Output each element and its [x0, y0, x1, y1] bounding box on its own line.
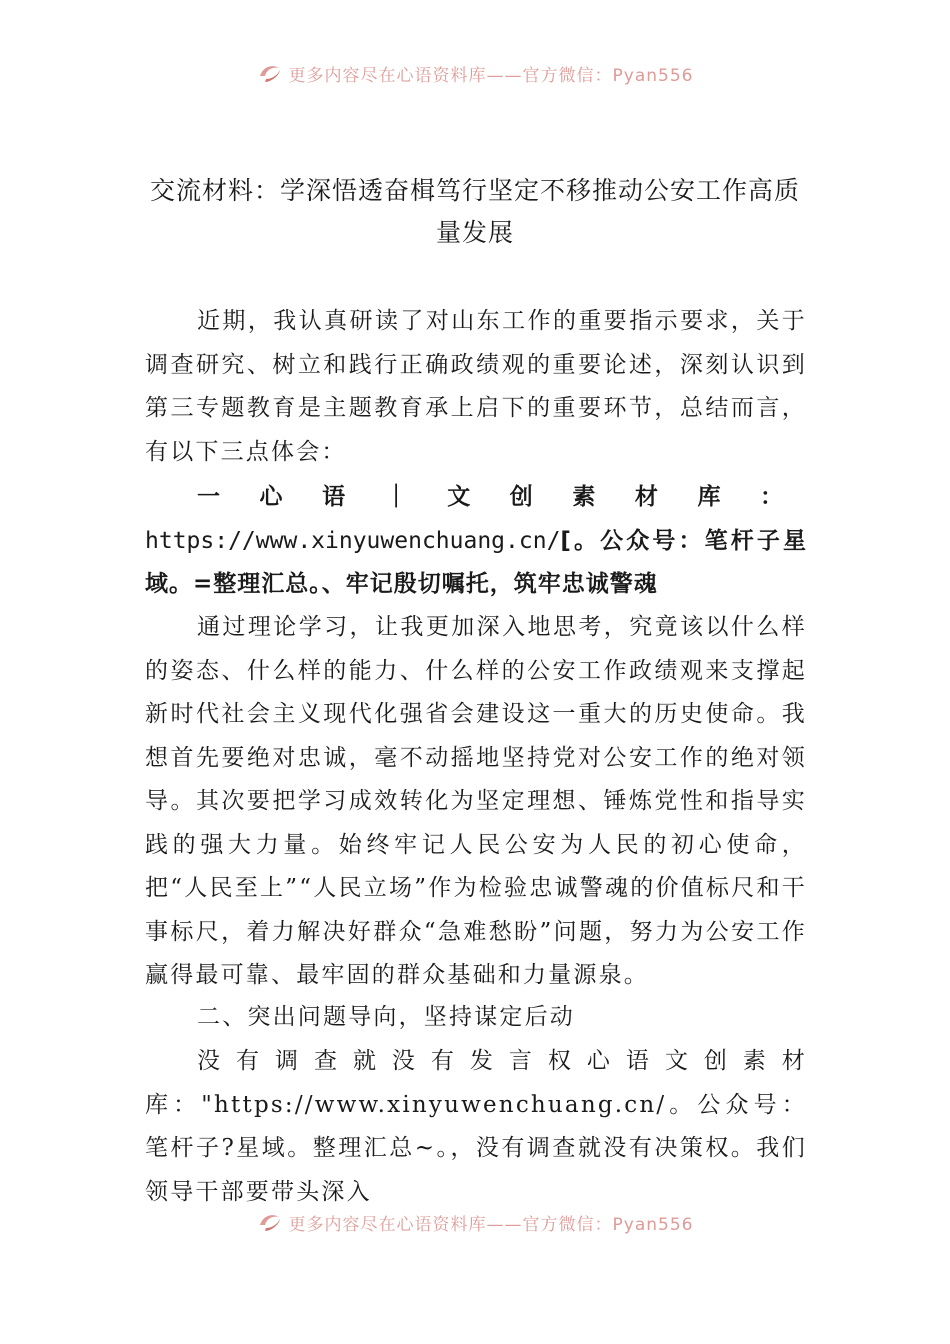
- footer-watermark-text: 更多内容尽在心语资料库——官方微信：Pyan556: [288, 1214, 694, 1235]
- section1-paragraph: 通过理论学习，让我更加深入地思考，究竟该以什么样的姿态、什么样的能力、什么样的公安工作政绩观来支撑起新时代社会主义现代化强省会建设这一重大的历史使命。我想首先要绝对忠诚，毫不动摇地坚持党对公安工作的绝对领导。其次要把学习成效转化为坚定理想、锤炼党性和指导实践的强大力量。始终牢记人民公安为人民的初心使命，把“人民至上”“人民立场”作为检验忠诚警魂的价值标尺和干事标尺，着力解决好群众“急难愁盼”问题，努力为公安工作赢得最可靠、最牢固的群众基础和力量源泉。: [145, 614, 807, 988]
- xinyu-logo-icon: [257, 1211, 283, 1233]
- header-watermark: [0, 58, 950, 88]
- document-title: 交流材料：学深悟透奋楫笃行坚定不移推动公安工作高质量发展: [149, 176, 800, 247]
- header-watermark-text: 更多内容尽在心语资料库——官方微信：Pyan556: [288, 65, 694, 86]
- heading1-prefix: 一心语｜文创素材库：: [197, 484, 807, 510]
- xinyu-logo-icon: [257, 62, 283, 84]
- heading1-rest: [。公众号：笔杆子星域。=整理汇总。、牢记殷切嘱托，筑牢忠诚警魂: [145, 527, 807, 597]
- section2-paragraph: 没有调查就没有发言权心语文创素材库："https://www.xinyuwenchuang.cn/。公众号：笔杆子?星域。整理汇总~。，没有调查就没有决策权。我们领导干部要带头深入: [145, 1048, 807, 1205]
- heading1-url: https://www.xinyuwenchuang.cn/: [145, 527, 561, 554]
- intro-paragraph: 近期，我认真研读了对山东工作的重要指示要求，关于调查研究、树立和践行正确政绩观的重要论述，深刻认识到第三专题教育是主题教育承上启下的重要环节，总结而言，有以下三点体会：: [145, 308, 807, 465]
- section-heading-2: 二、突出问题导向，坚持谋定后动: [197, 1004, 575, 1030]
- footer-watermark: [0, 1207, 950, 1237]
- section-heading-1: [145, 476, 807, 607]
